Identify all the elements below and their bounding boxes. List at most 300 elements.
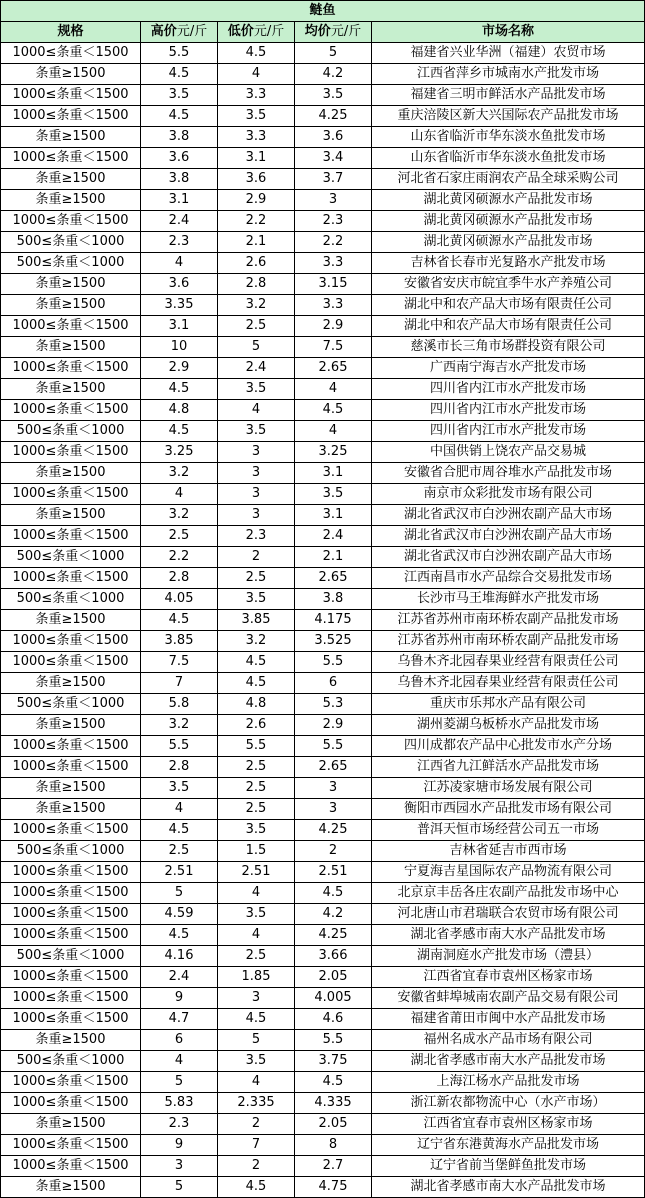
table-row [1, 1030, 645, 1051]
table-row [1, 841, 645, 862]
table-row [1, 547, 645, 568]
spec-cell: 1000≤条重＜1500 [1, 1009, 141, 1030]
high-price-cell: 5.83 [141, 1093, 218, 1114]
table-row [1, 736, 645, 757]
low-price-cell: 3.5 [218, 904, 295, 925]
avg-price-cell: 5.3 [295, 694, 372, 715]
table-row [1, 757, 645, 778]
spec-cell: 1000≤条重＜1500 [1, 442, 141, 463]
header-spec: 规格 [1, 22, 141, 43]
low-price-cell: 2.5 [218, 946, 295, 967]
spec-cell: 1000≤条重＜1500 [1, 148, 141, 169]
low-price-cell: 3.5 [218, 421, 295, 442]
avg-price-cell: 3.1 [295, 505, 372, 526]
avg-price-cell: 4.25 [295, 106, 372, 127]
high-price-cell: 5.8 [141, 694, 218, 715]
market-name-cell: 江西省宜春市袁州区杨家市场 [372, 967, 645, 988]
table-row [1, 988, 645, 1009]
low-price-cell: 5.5 [218, 736, 295, 757]
spec-cell: 1000≤条重＜1500 [1, 883, 141, 904]
spec-cell: 条重≥1500 [1, 610, 141, 631]
table-row [1, 1156, 645, 1177]
table-row [1, 358, 645, 379]
high-price-cell: 2.5 [141, 841, 218, 862]
table-row [1, 421, 645, 442]
spec-cell: 1000≤条重＜1500 [1, 484, 141, 505]
table-row [1, 190, 645, 211]
high-price-cell: 5.5 [141, 736, 218, 757]
spec-cell: 500≤条重＜1000 [1, 547, 141, 568]
high-price-cell: 2.3 [141, 232, 218, 253]
avg-price-cell: 2.9 [295, 316, 372, 337]
market-name-cell: 湖北省孝感市南大水产品批发市场 [372, 1051, 645, 1072]
market-name-cell: 北京京丰岳各庄农副产品批发市场中心 [372, 883, 645, 904]
low-price-cell: 2.5 [218, 316, 295, 337]
market-name-cell: 广西南宁海吉水产批发市场 [372, 358, 645, 379]
header-row [1, 22, 645, 43]
avg-price-cell: 5.5 [295, 1030, 372, 1051]
spec-cell: 1000≤条重＜1500 [1, 316, 141, 337]
high-price-cell: 3.6 [141, 274, 218, 295]
avg-price-cell: 3 [295, 778, 372, 799]
market-name-cell: 慈溪市长三角市场群投资有限公司 [372, 337, 645, 358]
high-price-cell: 3.2 [141, 505, 218, 526]
high-price-cell: 3 [141, 1156, 218, 1177]
table-row [1, 862, 645, 883]
table-row [1, 631, 645, 652]
market-name-cell: 福建省三明市鲜活水产品批发市场 [372, 85, 645, 106]
market-name-cell: 江西省萍乡市城南水产批发市场 [372, 64, 645, 85]
low-price-cell: 3.5 [218, 379, 295, 400]
avg-price-cell: 3.3 [295, 253, 372, 274]
avg-price-cell: 5 [295, 43, 372, 64]
low-price-cell: 4.5 [218, 1177, 295, 1198]
low-price-cell: 2.2 [218, 211, 295, 232]
spec-cell: 条重≥1500 [1, 274, 141, 295]
market-name-cell: 湖北中和农产品大市场有限责任公司 [372, 316, 645, 337]
low-price-cell: 2 [218, 1114, 295, 1135]
low-price-cell: 2.335 [218, 1093, 295, 1114]
high-price-cell: 4.5 [141, 106, 218, 127]
spec-cell: 1000≤条重＜1500 [1, 106, 141, 127]
table-row [1, 295, 645, 316]
spec-cell: 条重≥1500 [1, 190, 141, 211]
low-price-cell: 2.5 [218, 568, 295, 589]
spec-cell: 1000≤条重＜1500 [1, 904, 141, 925]
avg-price-cell: 4.5 [295, 883, 372, 904]
market-name-cell: 吉林省长春市光复路水产批发市场 [372, 253, 645, 274]
market-name-cell: 乌鲁木齐北园春果业经营有限责任公司 [372, 673, 645, 694]
table-row [1, 43, 645, 64]
high-price-cell: 3.8 [141, 169, 218, 190]
market-name-cell: 江苏省苏州市南环桥农副产品批发市场 [372, 631, 645, 652]
spec-cell: 条重≥1500 [1, 379, 141, 400]
market-name-cell: 辽宁省前当堡鲜鱼批发市场 [372, 1156, 645, 1177]
avg-price-cell: 3.75 [295, 1051, 372, 1072]
spec-cell: 1000≤条重＜1500 [1, 400, 141, 421]
high-price-cell: 9 [141, 1135, 218, 1156]
table-row [1, 946, 645, 967]
avg-price-cell: 4.2 [295, 64, 372, 85]
low-price-cell: 2.8 [218, 274, 295, 295]
table-row [1, 505, 645, 526]
spec-cell: 500≤条重＜1000 [1, 253, 141, 274]
high-price-cell: 3.85 [141, 631, 218, 652]
market-name-cell: 湖南洞庭水产批发市场（澧县） [372, 946, 645, 967]
market-name-cell: 湖北黄冈硕源水产品批发市场 [372, 190, 645, 211]
market-name-cell: 湖北黄冈硕源水产品批发市场 [372, 232, 645, 253]
spec-cell: 条重≥1500 [1, 1030, 141, 1051]
table-row [1, 715, 645, 736]
avg-price-cell: 3.1 [295, 463, 372, 484]
market-name-cell: 湖北省武汉市白沙洲农副产品大市场 [372, 526, 645, 547]
low-price-cell: 1.5 [218, 841, 295, 862]
low-price-cell: 4.8 [218, 694, 295, 715]
high-price-cell: 2.3 [141, 1114, 218, 1135]
avg-price-cell: 4.5 [295, 1072, 372, 1093]
spec-cell: 500≤条重＜1000 [1, 841, 141, 862]
market-name-cell: 福州名成水产品市场有限公司 [372, 1030, 645, 1051]
table-row [1, 463, 645, 484]
low-price-cell: 3.6 [218, 169, 295, 190]
low-price-cell: 2.4 [218, 358, 295, 379]
table-row [1, 316, 645, 337]
avg-price-cell: 4.6 [295, 1009, 372, 1030]
market-name-cell: 长沙市马王堆海鲜水产批发市场 [372, 589, 645, 610]
market-name-cell: 乌鲁木齐北园春果业经营有限责任公司 [372, 652, 645, 673]
low-price-cell: 2.6 [218, 253, 295, 274]
market-name-cell: 中国供销上饶农产品交易城 [372, 442, 645, 463]
spec-cell: 1000≤条重＜1500 [1, 85, 141, 106]
spec-cell: 1000≤条重＜1500 [1, 736, 141, 757]
market-name-cell: 湖北省孝感市南大水产品批发市场 [372, 1177, 645, 1198]
high-price-cell: 2.5 [141, 526, 218, 547]
table-row [1, 64, 645, 85]
spec-cell: 500≤条重＜1000 [1, 946, 141, 967]
low-price-cell: 4.5 [218, 1009, 295, 1030]
avg-price-cell: 3.5 [295, 484, 372, 505]
avg-price-cell: 3.3 [295, 295, 372, 316]
low-price-cell: 3.85 [218, 610, 295, 631]
low-price-cell: 3.5 [218, 1051, 295, 1072]
high-price-cell: 5 [141, 1072, 218, 1093]
table-row [1, 442, 645, 463]
avg-price-cell: 3 [295, 190, 372, 211]
table-row [1, 484, 645, 505]
market-name-cell: 江西南昌市水产品综合交易批发市场 [372, 568, 645, 589]
spec-cell: 1000≤条重＜1500 [1, 1072, 141, 1093]
table-row [1, 85, 645, 106]
avg-price-cell: 4.5 [295, 400, 372, 421]
avg-price-cell: 5.5 [295, 652, 372, 673]
low-price-cell: 4.5 [218, 673, 295, 694]
avg-price-cell: 2 [295, 841, 372, 862]
table-row [1, 568, 645, 589]
spec-cell: 1000≤条重＜1500 [1, 1093, 141, 1114]
avg-price-cell: 3.5 [295, 85, 372, 106]
table-row [1, 148, 645, 169]
table-row [1, 379, 645, 400]
spec-cell: 条重≥1500 [1, 673, 141, 694]
spec-cell: 条重≥1500 [1, 295, 141, 316]
market-name-cell: 南京市众彩批发市场有限公司 [372, 484, 645, 505]
spec-cell: 条重≥1500 [1, 64, 141, 85]
market-name-cell: 湖北黄冈硕源水产品批发市场 [372, 211, 645, 232]
market-name-cell: 四川省内江市水产批发市场 [372, 421, 645, 442]
table-row [1, 904, 645, 925]
high-price-cell: 7.5 [141, 652, 218, 673]
low-price-cell: 4 [218, 883, 295, 904]
low-price-cell: 2.5 [218, 757, 295, 778]
market-name-cell: 安徽省安庆市皖宜季牛水产养殖公司 [372, 274, 645, 295]
low-price-cell: 1.85 [218, 967, 295, 988]
market-name-cell: 重庆市乐邦水产品有限公司 [372, 694, 645, 715]
low-price-cell: 3 [218, 463, 295, 484]
spec-cell: 500≤条重＜1000 [1, 589, 141, 610]
spec-cell: 条重≥1500 [1, 505, 141, 526]
spec-cell: 条重≥1500 [1, 169, 141, 190]
table-row [1, 1072, 645, 1093]
high-price-cell: 4 [141, 1051, 218, 1072]
high-price-cell: 4.5 [141, 925, 218, 946]
table-row [1, 169, 645, 190]
avg-price-cell: 4.25 [295, 820, 372, 841]
avg-price-cell: 2.65 [295, 757, 372, 778]
high-price-cell: 4 [141, 253, 218, 274]
high-price-cell: 3.2 [141, 463, 218, 484]
header-market-name: 市场名称 [372, 22, 645, 43]
high-price-cell: 4 [141, 484, 218, 505]
table-row [1, 778, 645, 799]
table-row [1, 1114, 645, 1135]
low-price-cell: 2.5 [218, 799, 295, 820]
low-price-cell: 5 [218, 1030, 295, 1051]
table-row [1, 274, 645, 295]
market-name-cell: 衡阳市西园水产品批发市场有限公司 [372, 799, 645, 820]
header-high-price: 高价元/斤 [141, 22, 218, 43]
high-price-cell: 4.16 [141, 946, 218, 967]
market-name-cell: 福建省莆田市闽中水产品批发市场 [372, 1009, 645, 1030]
market-name-cell: 湖北中和农产品大市场有限责任公司 [372, 295, 645, 316]
avg-price-cell: 4.175 [295, 610, 372, 631]
spec-cell: 1000≤条重＜1500 [1, 43, 141, 64]
low-price-cell: 3 [218, 988, 295, 1009]
high-price-cell: 2.4 [141, 211, 218, 232]
low-price-cell: 4 [218, 925, 295, 946]
high-price-cell: 4.5 [141, 64, 218, 85]
high-price-cell: 2.4 [141, 967, 218, 988]
table-row [1, 106, 645, 127]
avg-price-cell: 7.5 [295, 337, 372, 358]
avg-price-cell: 2.65 [295, 358, 372, 379]
spec-cell: 500≤条重＜1000 [1, 232, 141, 253]
market-name-cell: 四川成都农产品中心批发市水产分场 [372, 736, 645, 757]
high-price-cell: 4.5 [141, 421, 218, 442]
high-price-cell: 5 [141, 1177, 218, 1198]
high-price-cell: 3.2 [141, 715, 218, 736]
market-name-cell: 辽宁省东港黄海水产品批发市场 [372, 1135, 645, 1156]
market-name-cell: 山东省临沂市华东淡水鱼批发市场 [372, 127, 645, 148]
low-price-cell: 3.3 [218, 127, 295, 148]
market-name-cell: 山东省临沂市华东淡水鱼批发市场 [372, 148, 645, 169]
low-price-cell: 3.1 [218, 148, 295, 169]
low-price-cell: 2.1 [218, 232, 295, 253]
market-name-cell: 江苏省苏州市南环桥农副产品批发市场 [372, 610, 645, 631]
table-row [1, 820, 645, 841]
table-row [1, 925, 645, 946]
high-price-cell: 3.8 [141, 127, 218, 148]
market-name-cell: 安徽省蚌埠城南农副产品交易有限公司 [372, 988, 645, 1009]
low-price-cell: 5 [218, 337, 295, 358]
avg-price-cell: 3.25 [295, 442, 372, 463]
market-name-cell: 吉林省延吉市西市场 [372, 841, 645, 862]
high-price-cell: 5 [141, 883, 218, 904]
table-row [1, 799, 645, 820]
spec-cell: 1000≤条重＜1500 [1, 652, 141, 673]
avg-price-cell: 3.8 [295, 589, 372, 610]
avg-price-cell: 4.2 [295, 904, 372, 925]
high-price-cell: 5.5 [141, 43, 218, 64]
market-name-cell: 浙江新农都物流中心（水产市场） [372, 1093, 645, 1114]
table-row [1, 232, 645, 253]
spec-cell: 1000≤条重＜1500 [1, 1156, 141, 1177]
market-name-cell: 湖北省武汉市白沙洲农副产品大市场 [372, 505, 645, 526]
low-price-cell: 4.5 [218, 652, 295, 673]
spec-cell: 500≤条重＜1000 [1, 421, 141, 442]
market-name-cell: 四川省内江市水产批发市场 [372, 400, 645, 421]
market-name-cell: 湖北省武汉市白沙洲农副产品大市场 [372, 547, 645, 568]
avg-price-cell: 2.05 [295, 1114, 372, 1135]
market-name-cell: 宁夏海吉星国际农产品物流有限公司 [372, 862, 645, 883]
spec-cell: 1000≤条重＜1500 [1, 862, 141, 883]
avg-price-cell: 3.15 [295, 274, 372, 295]
high-price-cell: 3.5 [141, 85, 218, 106]
spec-cell: 1000≤条重＜1500 [1, 526, 141, 547]
spec-cell: 条重≥1500 [1, 463, 141, 484]
spec-cell: 1000≤条重＜1500 [1, 988, 141, 1009]
market-name-cell: 江西省九江鲜活水产品批发市场 [372, 757, 645, 778]
spec-cell: 1000≤条重＜1500 [1, 568, 141, 589]
table-row [1, 967, 645, 988]
avg-price-cell: 2.05 [295, 967, 372, 988]
avg-price-cell: 4 [295, 421, 372, 442]
high-price-cell: 2.9 [141, 358, 218, 379]
spec-cell: 1000≤条重＜1500 [1, 757, 141, 778]
avg-price-cell: 2.65 [295, 568, 372, 589]
low-price-cell: 4.5 [218, 43, 295, 64]
avg-price-cell: 4.335 [295, 1093, 372, 1114]
low-price-cell: 2 [218, 547, 295, 568]
high-price-cell: 2.8 [141, 568, 218, 589]
avg-price-cell: 2.2 [295, 232, 372, 253]
spec-cell: 条重≥1500 [1, 337, 141, 358]
table-row [1, 526, 645, 547]
table-row [1, 211, 645, 232]
spec-cell: 1000≤条重＜1500 [1, 967, 141, 988]
spec-cell: 条重≥1500 [1, 127, 141, 148]
header-avg-price: 均价元/斤 [295, 22, 372, 43]
spec-cell: 1000≤条重＜1500 [1, 820, 141, 841]
table-row [1, 400, 645, 421]
avg-price-cell: 4.75 [295, 1177, 372, 1198]
avg-price-cell: 6 [295, 673, 372, 694]
low-price-cell: 4 [218, 1072, 295, 1093]
low-price-cell: 3 [218, 505, 295, 526]
avg-price-cell: 2.3 [295, 211, 372, 232]
low-price-cell: 2 [218, 1156, 295, 1177]
avg-price-cell: 8 [295, 1135, 372, 1156]
high-price-cell: 6 [141, 1030, 218, 1051]
low-price-cell: 4 [218, 64, 295, 85]
market-name-cell: 江苏凌家塘市场发展有限公司 [372, 778, 645, 799]
market-name-cell: 重庆涪陵区新大兴国际农产品批发市场 [372, 106, 645, 127]
market-name-cell: 河北省石家庄雨润农产品全球采购公司 [372, 169, 645, 190]
spec-cell: 1000≤条重＜1500 [1, 631, 141, 652]
high-price-cell: 3.1 [141, 316, 218, 337]
market-name-cell: 湖北省孝感市南大水产品批发市场 [372, 925, 645, 946]
high-price-cell: 2.8 [141, 757, 218, 778]
table-row [1, 1093, 645, 1114]
avg-price-cell: 2.7 [295, 1156, 372, 1177]
spec-cell: 1000≤条重＜1500 [1, 1135, 141, 1156]
spec-cell: 条重≥1500 [1, 715, 141, 736]
avg-price-cell: 2.9 [295, 715, 372, 736]
market-name-cell: 四川省内江市水产批发市场 [372, 379, 645, 400]
high-price-cell: 9 [141, 988, 218, 1009]
avg-price-cell: 2.51 [295, 862, 372, 883]
table-row [1, 1009, 645, 1030]
market-name-cell: 上海江杨水产品批发市场 [372, 1072, 645, 1093]
low-price-cell: 2.3 [218, 526, 295, 547]
avg-price-cell: 3.66 [295, 946, 372, 967]
table-row [1, 694, 645, 715]
spec-cell: 1000≤条重＜1500 [1, 925, 141, 946]
high-price-cell: 3.6 [141, 148, 218, 169]
avg-price-cell: 3.4 [295, 148, 372, 169]
low-price-cell: 3 [218, 442, 295, 463]
avg-price-cell: 5.5 [295, 736, 372, 757]
market-name-cell: 湖州菱湖乌板桥水产品批发市场 [372, 715, 645, 736]
spec-cell: 1000≤条重＜1500 [1, 211, 141, 232]
market-name-cell: 江西省宜春市袁州区杨家市场 [372, 1114, 645, 1135]
high-price-cell: 4.5 [141, 820, 218, 841]
high-price-cell: 4.5 [141, 610, 218, 631]
spec-cell: 条重≥1500 [1, 1114, 141, 1135]
spec-cell: 500≤条重＜1000 [1, 694, 141, 715]
low-price-cell: 4 [218, 400, 295, 421]
low-price-cell: 7 [218, 1135, 295, 1156]
high-price-cell: 2.51 [141, 862, 218, 883]
low-price-cell: 3.2 [218, 295, 295, 316]
avg-price-cell: 3.7 [295, 169, 372, 190]
avg-price-cell: 4.005 [295, 988, 372, 1009]
high-price-cell: 3.1 [141, 190, 218, 211]
low-price-cell: 2.51 [218, 862, 295, 883]
low-price-cell: 3.5 [218, 820, 295, 841]
avg-price-cell: 4 [295, 379, 372, 400]
table-row [1, 253, 645, 274]
market-name-cell: 河北唐山市君瑞联合农贸市场有限公司 [372, 904, 645, 925]
market-name-cell: 福建省兴业华洲（福建）农贸市场 [372, 43, 645, 64]
low-price-cell: 2.9 [218, 190, 295, 211]
high-price-cell: 3.5 [141, 778, 218, 799]
avg-price-cell: 3.6 [295, 127, 372, 148]
high-price-cell: 3.25 [141, 442, 218, 463]
low-price-cell: 2.6 [218, 715, 295, 736]
table-row [1, 1177, 645, 1198]
market-name-cell: 安徽省合肥市周谷堆水产品批发市场 [372, 463, 645, 484]
table-row [1, 610, 645, 631]
